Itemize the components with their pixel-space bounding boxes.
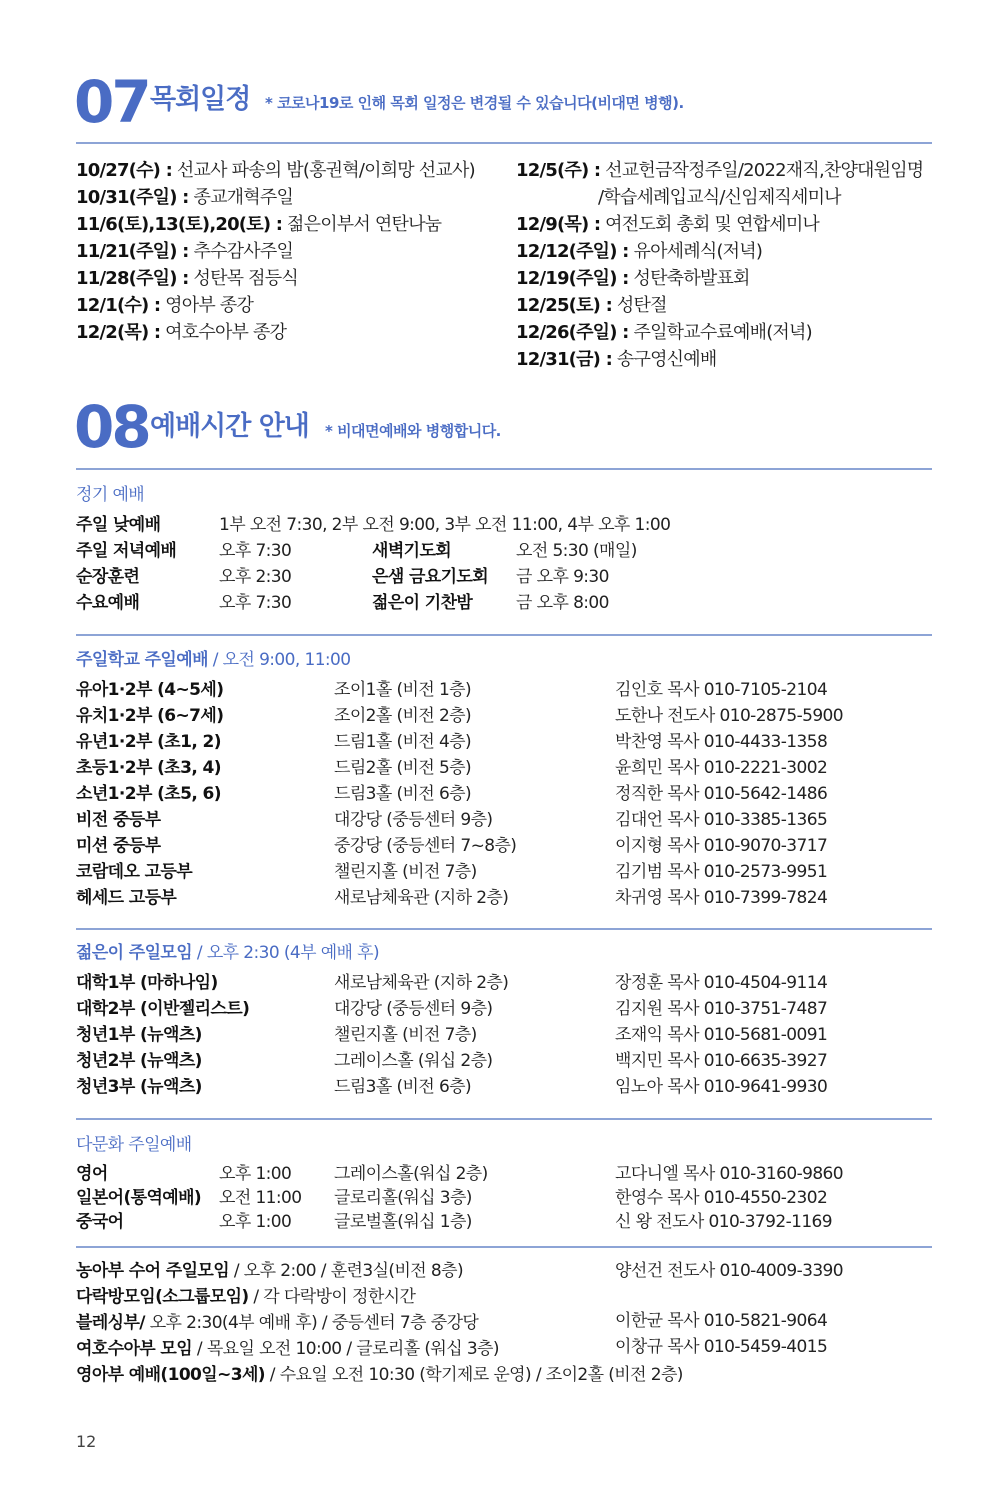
divider bbox=[76, 468, 932, 470]
section-title-schedule: 목회일정 bbox=[150, 84, 251, 115]
schedule-item: 10/31(주일) : 종교개혁주일 bbox=[76, 187, 294, 208]
meeting-contact: 이창규 목사 010-5459-4015 bbox=[615, 1337, 828, 1357]
section-note-schedule: * 코로나19로 인해 목회 일정은 변경될 수 있습니다(비대면 병행). bbox=[265, 94, 684, 112]
schedule-item: 11/6(토),13(토),20(토) : 젊은이부서 연탄나눔 bbox=[76, 214, 442, 235]
schedule-item: 12/19(주일) : 성탄축하발표회 bbox=[516, 268, 750, 289]
table-row: 유치1·2부 (6~7세) 조이2홀 (비전 2층) 도한나 전도사 010-2875-5900 bbox=[76, 706, 843, 726]
meeting-item: 농아부 수어 주일모임 / 오후 2:00 / 훈련3실(비전 8층) bbox=[76, 1261, 463, 1281]
subheading-sunday-school: 주일학교 주일예배 / 오전 9:00, 11:00 bbox=[76, 650, 351, 670]
worship-row: 주일 저녁예배 오후 7:30 새벽기도회 오전 5:30 (매일) bbox=[76, 541, 637, 561]
table-row: 영어 오후 1:00 그레이스홀(워십 2층) 고다니엘 목사 010-3160-9860 bbox=[76, 1164, 843, 1184]
divider bbox=[76, 928, 932, 930]
schedule-item: 12/1(수) : 영아부 종강 bbox=[76, 295, 254, 316]
table-row: 청년1부 (뉴액츠) 챌린지홀 (비전 7층) 조재익 목사 010-5681-0091 bbox=[76, 1025, 828, 1045]
schedule-item: 12/12(주일) : 유아세례식(저녁) bbox=[516, 241, 763, 262]
worship-row: 주일 낮예배 1부 오전 7:30, 2부 오전 9:00, 3부 오전 11:00, 4부 오후 1:00 bbox=[76, 515, 671, 535]
schedule-item: 11/28(주일) : 성탄목 점등식 bbox=[76, 268, 298, 289]
schedule-item-continued: /학습세례입교식/신임제직세미나 bbox=[598, 187, 841, 208]
meeting-contact: 이한균 목사 010-5821-9064 bbox=[615, 1311, 828, 1331]
meeting-item: 영아부 예배(100일~3세) / 수요일 오전 10:30 (학기제로 운영) / 조이2홀 (비전 2층) bbox=[76, 1365, 683, 1385]
section-note-worship-times: * 비대면예배와 병행합니다. bbox=[325, 422, 501, 440]
table-row: 비전 중등부 대강당 (중등센터 9층) 김대언 목사 010-3385-1365 bbox=[76, 810, 828, 830]
section-title-worship-times: 예배시간 안내 bbox=[150, 411, 309, 442]
divider bbox=[76, 634, 932, 636]
table-row: 대학2부 (이반젤리스트) 대강당 (중등센터 9층) 김지원 목사 010-3751-7487 bbox=[76, 999, 828, 1019]
meeting-item: 여호수아부 모임 / 목요일 오전 10:00 / 글로리홀 (워십 3층) bbox=[76, 1339, 499, 1359]
table-row: 중국어 오후 1:00 글로벌홀(워십 1층) 신 왕 전도사 010-3792-1169 bbox=[76, 1212, 832, 1232]
table-row: 유년1·2부 (초1, 2) 드림1홀 (비전 4층) 박찬영 목사 010-4433-1358 bbox=[76, 732, 828, 752]
page-number: 12 bbox=[76, 1432, 97, 1451]
section-number-08: 08 bbox=[74, 393, 149, 461]
table-row: 소년1·2부 (초5, 6) 드림3홀 (비전 6층) 정직한 목사 010-5642-1486 bbox=[76, 784, 828, 804]
table-row: 코람데오 고등부 챌린지홀 (비전 7층) 김기범 목사 010-2573-9951 bbox=[76, 862, 828, 882]
schedule-item: 12/5(주) : 선교헌금작정주일/2022재직,찬양대원임명 bbox=[516, 160, 924, 181]
table-row: 헤세드 고등부 새로남체육관 (지하 2층) 차귀영 목사 010-7399-7824 bbox=[76, 888, 828, 908]
schedule-item: 12/9(목) : 여전도회 총회 및 연합세미나 bbox=[516, 214, 820, 235]
table-row: 청년3부 (뉴액츠) 드림3홀 (비전 6층) 임노아 목사 010-9641-9930 bbox=[76, 1077, 828, 1097]
table-row: 대학1부 (마하나임) 새로남체육관 (지하 2층) 장정훈 목사 010-4504-9114 bbox=[76, 973, 828, 993]
divider bbox=[76, 142, 932, 144]
meeting-contact: 양선건 전도사 010-4009-3390 bbox=[615, 1261, 843, 1281]
subheading-young-adults: 젊은이 주일모임 / 오후 2:30 (4부 예배 후) bbox=[76, 943, 380, 963]
schedule-item: 12/2(목) : 여호수아부 종강 bbox=[76, 322, 287, 343]
divider bbox=[76, 1118, 932, 1120]
schedule-item: 12/31(금) : 송구영신예배 bbox=[516, 349, 717, 370]
worship-row: 수요예배 오후 7:30 젊은이 기찬밤 금 오후 8:00 bbox=[76, 593, 609, 613]
subheading-regular-worship: 정기 예배 bbox=[76, 485, 145, 505]
table-row: 초등1·2부 (초3, 4) 드림2홀 (비전 5층) 윤희민 목사 010-2221-3002 bbox=[76, 758, 828, 778]
section-number-07: 07 bbox=[74, 68, 149, 136]
worship-row: 순장훈련 오후 2:30 은샘 금요기도회 금 오후 9:30 bbox=[76, 567, 609, 587]
schedule-item: 12/26(주일) : 주일학교수료예배(저녁) bbox=[516, 322, 812, 343]
table-row: 일본어(통역예배) 오전 11:00 글로리홀(워십 3층) 한영수 목사 010-4550-2302 bbox=[76, 1188, 828, 1208]
table-row: 유아1·2부 (4~5세) 조이1홀 (비전 1층) 김인호 목사 010-7105-2104 bbox=[76, 680, 828, 700]
schedule-item: 12/25(토) : 성탄절 bbox=[516, 295, 667, 316]
table-row: 미션 중등부 중강당 (중등센터 7~8층) 이지형 목사 010-9070-3717 bbox=[76, 836, 828, 856]
divider bbox=[76, 1246, 932, 1248]
meeting-item: 블레싱부/ 오후 2:30(4부 예배 후) / 중등센터 7층 중강당 bbox=[76, 1313, 479, 1333]
schedule-item: 10/27(수) : 선교사 파송의 밤(홍권혁/이희망 선교사) bbox=[76, 160, 475, 181]
subheading-multicultural: 다문화 주일예배 bbox=[76, 1135, 192, 1155]
meeting-item: 다락방모임(소그룹모임) / 각 다락방이 정한시간 bbox=[76, 1287, 416, 1307]
table-row: 청년2부 (뉴액츠) 그레이스홀 (워십 2층) 백지민 목사 010-6635-3927 bbox=[76, 1051, 828, 1071]
schedule-item: 11/21(주일) : 추수감사주일 bbox=[76, 241, 294, 262]
